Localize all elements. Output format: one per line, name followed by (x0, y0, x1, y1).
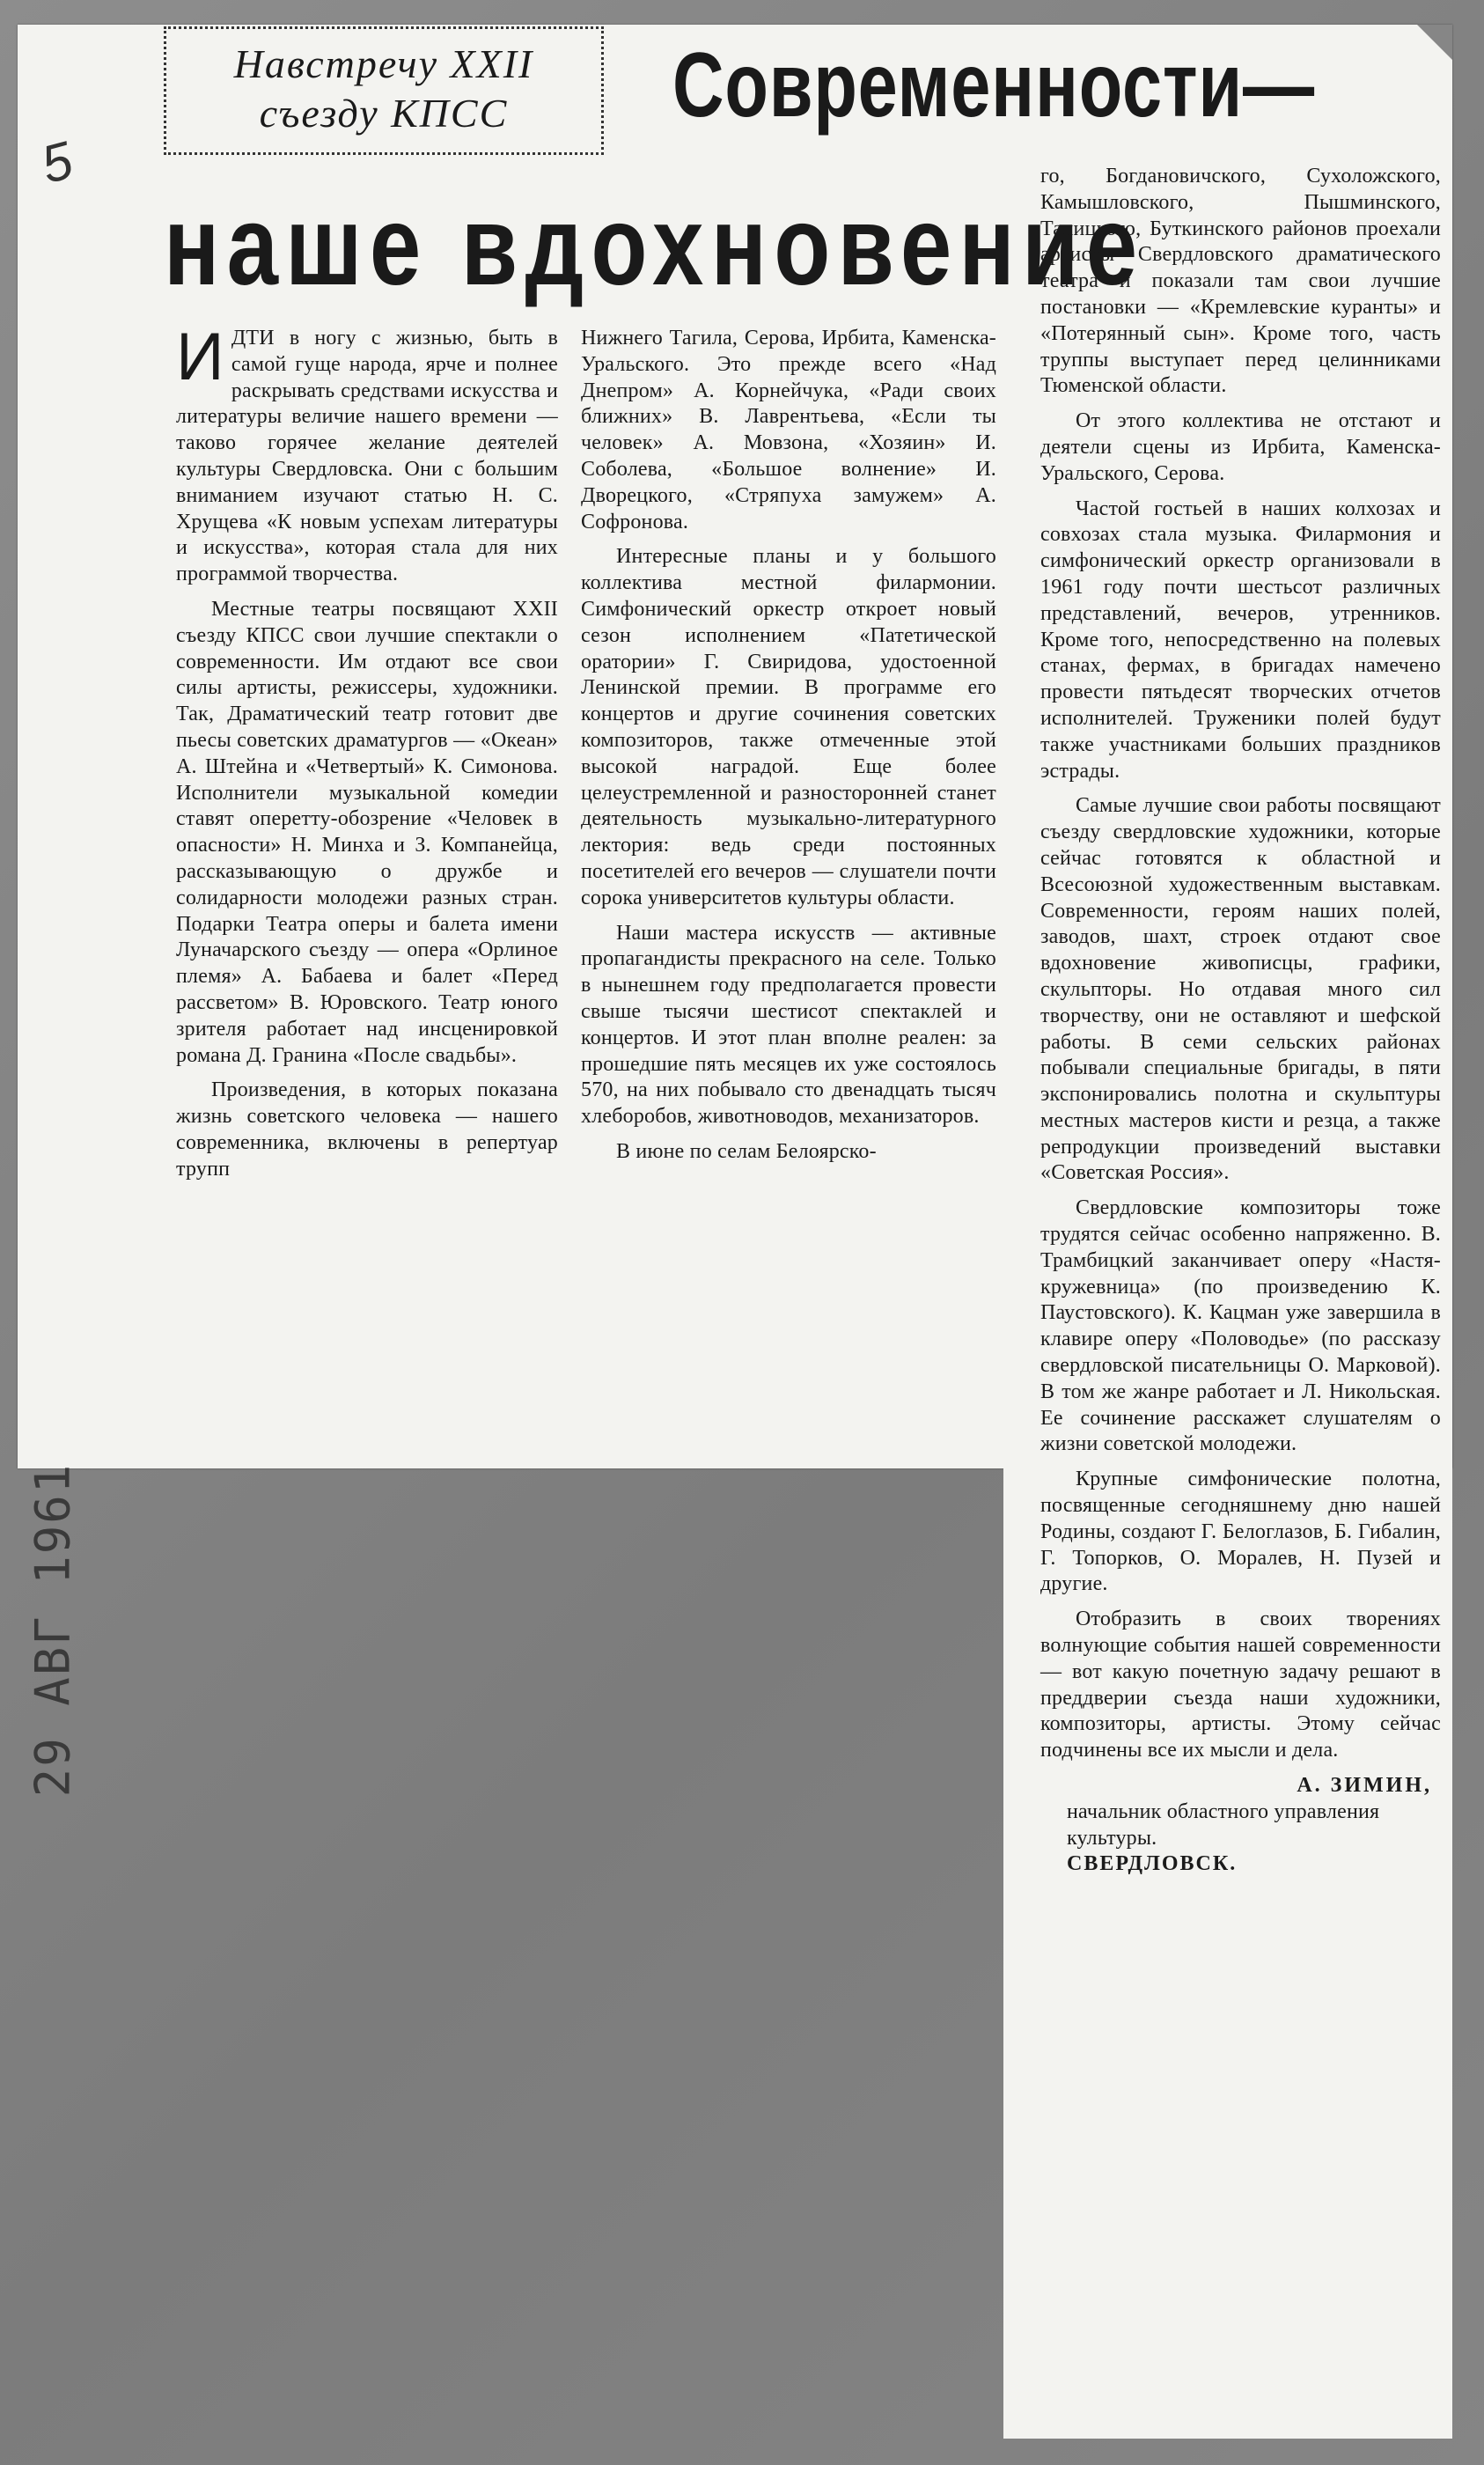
paragraph: Нижнего Тагила, Серова, Ирбита, Каменска-Уральского. Это прежде всего «Над Днепром» А. Корнейчука, «Ради своих ближних» В. Лаврентьева, «Если ты человек» А. Мовзона, «Хозяин» И. Соболева, «Большое волнение» И. Дворецкого, «Стряпуха замужем» А. Софронова. (581, 327, 996, 533)
paragraph: От этого коллектива не отстают и деятели сцены из Ирбита, Каменска-Уральского, Серова. (1040, 409, 1441, 485)
paragraph: Крупные симфонические полотна, посвященные сегодняшнему дню нашей Родины, создают Г. Белоглазов, Б. Гибалин, Г. Топорков, О. Моралев, Н. Пузей и другие. (1040, 1468, 1441, 1596)
archive-stamp (0, 405, 167, 1798)
paragraph: Произведения, в которых показана жизнь советского человека — нашего современника, включены в репертуар трупп (176, 1078, 558, 1181)
author-city: СВЕРДЛОВСК. (1067, 1852, 1238, 1876)
headline-line-1: Современности— (672, 34, 1315, 136)
article-column-3 (1040, 164, 1441, 2435)
handwritten-page-number: 5 (34, 129, 79, 195)
rubric-line-2: съезду КПСС (259, 91, 509, 136)
clipping-corner-cut (1417, 25, 1452, 60)
rubric-line-1: Навстречу XXII (233, 41, 534, 86)
paragraph: Наши мастера искусств — активные пропагандисты прекрасного на селе. Только в нынешнем году предполагается провести свыше тысячи шестисот спектаклей и концертов. И этот план вполне реален: за прошедшие пять месяцев их уже состоялось 570, на них побывало сто двенадцать тысяч хлеборобов, животноводов, механизаторов. (581, 921, 996, 1129)
paragraph: Местные театры посвящают XXII съезду КПСС свои лучшие спектакли о современности. Им отдают все свои силы артисты, режиссеры, художники. Так, Драматический театр готовит две пьесы советских драматургов — «Океан» А. Штейна и «Четвертый» К. Симонова. Исполнители музыкальной комедии ставят оперетту-обозрение «Человек в опасности» Н. Минха и З. Компанейца, рассказывающую о дружбе и солидарности молодежи разных стран. Подарки Театра оперы и балета имени Луначарского съезду — опера «Орлиное племя» А. Бабаева и балет «Перед рассветом» В. Юровского. Театр юного зрителя работает над инсценировкой романа Д. Гранина «После свадьбы». (176, 597, 558, 1067)
author-signature (1040, 1773, 1441, 1878)
author-role: начальник областного управления культуры. (1067, 1799, 1380, 1850)
paragraph: Отобразить в своих творениях волнующие события нашей современности — вот какую почетную задачу решают в преддверии съезда наши художники, композиторы, артисты. Этому сейчас подчинены все их мысли и дела. (1040, 1608, 1441, 1762)
author-name: А. ЗИМИН, (1297, 1774, 1432, 1798)
stamp-date: 29 АВГ 1961 (25, 1462, 81, 1798)
article-column-2 (581, 326, 996, 1470)
paragraph: ИДТИ в ногу с жизнью, быть в самой гуще народа, ярче и полнее раскрывать средствами искусства и литературы величие нашего времени — таково горячее желание деятелей культуры Свердловска. Они с большим вниманием изучают статью Н. С. Хрущева «К новым успехам литературы и искусства», которая стала для них программой творчества. (176, 320, 558, 586)
paragraph: В июне по селам Белоярско- (616, 1139, 877, 1163)
paragraph: Самые лучшие свои работы посвящают съезду свердловские художники, которые сейчас готовятся к областной и Всесоюзной художественным выставкам. Современности, героям наших полей, заводов, шахт, строек отдают свое вдохновение живописцы, графики, скульпторы. Но отдавая много сил творчеству, они не оставляют и шефской работы. В семи сельских районах побывали специальные бригады, в пяти экспонировались полотна и скульптуры местных мастеров кисти и резца, а также репродукции произведений выставки «Советская Россия». (1040, 794, 1441, 1185)
paragraph: Частой гостьей в наших колхозах и совхозах стала музыка. Филармония и симфонический оркестр организовали в 1961 году почти шестьсот различных представлений, вечеров, утренников. Кроме того, непосредственно на полевых станах, фермах, в бригадах намечено провести пятьдесят творческих отчетов исполнителей. Труженики полей будут также участниками больших праздников эстрады. (1040, 497, 1441, 783)
paragraph: Свердловские композиторы тоже трудятся сейчас особенно напряженно. В. Трамбицкий заканчивает оперу «Настя-кружевница» (по произведению К. Паустовского). К. Кацман уже завершила в клавире оперу «Половодье» (по рассказу свердловской писательницы О. Марковой). В том же жанре работает и Л. Никольская. Ее сочинение расскажет слушателям о жизни советской молодежи. (1040, 1196, 1441, 1456)
drop-cap: И (176, 320, 224, 394)
paragraph: Интересные планы и у большого коллектива местной филармонии. Симфонический оркестр откроет новый сезон исполнением «Патетической оратории» Г. Свиридова, удостоенной Ленинской премии. В программе его концертов и другие сочинения советских композиторов, также отмеченные этой высокой наградой. Еще более целеустремленной и разносторонней станет деятельность музыкально-литературного лектория: ведь среди постоянных посетителей его вечеров — слушатели почти сорока университетов культуры области. (581, 545, 996, 909)
rubric-box (164, 26, 604, 155)
article-column-1 (176, 320, 558, 1461)
headline-line-2: наше вдохновение (164, 183, 1145, 309)
paragraph: го, Богдановичского, Сухоложского, Камышловского, Пышминского, Талицкого, Буткинского районов проехали артисты Свердловского драматического театра и показали там свои лучшие постановки — «Кремлевские куранты» и «Потерянный сын». Кроме того, часть труппы выступает перед целинниками Тюменской области. (1040, 165, 1441, 398)
